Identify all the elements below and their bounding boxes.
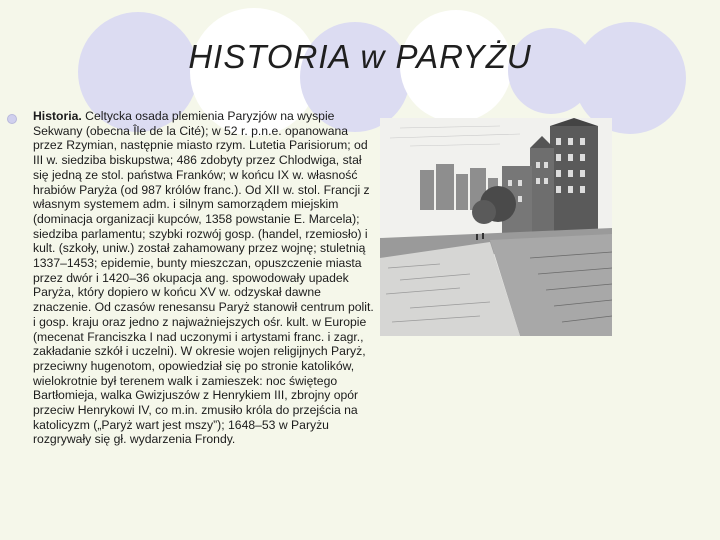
- paragraph-text: Celtycka osada plemienia Paryzjów na wyspie Sekwany (obecna Île de la Cité); w 52 r. p.n.e. opanowana przez Rzymian, następnie miasto rzym. Lutetia Parisiorum; od III w. siedziba biskupstwa; 486 zdobyty przez Chlodwiga, stał się jedną ze stol. państwa Franków; w końcu IX w. własność hrabiów Paryża (od 987 królów franc.). Od XII w. stol. Francji z własnym systemem adm. i silnym samorządem miejskim (dominacja organizacji kupców, 1358 powstanie E. Marcela); siedziba parlamentu; szybki rozwój gosp. (handel, rzemiosło) i kult. (szkoły, uniw.) został zahamowany przez wojnę; stuletnią 1337–1453; epidemie, bunty mieszczan, opuszczenie miasta przez dwór i 1420–36 okupacja ang. spowodowały upadek Paryża, który dopiero w końcu XV w. odzyskał dawne znaczenie. Od czasów renesansu Paryż stanowił centrum polit. i gosp. kraju oraz jedno z najważniejszych ośr. kult. w Europie (mecenat Franciszka I nad uczonymi i artystami franc. i zagr., zakładanie szkół i uczelni). W okresie wojen religijnych Paryż, przeciwny hugenotom, opowiedział się po stronie katolików, wielokrotnie był terenem walk i zamieszek: noc świętego Bartłomieja, walka Gwizjuszów z Henrykiem III, zbrojny opór przeciw Henrykowi IV, co m.in. zmusiło króla do przejścia na katolicyzm („Paryż wart jest mszy”); 1648–53 w Paryżu rozgrywały się gł. wydarzenia Frondy.: [33, 109, 374, 447]
- bullet-icon: [7, 114, 17, 124]
- body-paragraph: [33, 109, 378, 447]
- paris-etching-image: [380, 118, 612, 336]
- slide-title: HISTORIA w PARYŻU: [188, 38, 532, 75]
- paragraph-lead: Historia.: [33, 109, 82, 123]
